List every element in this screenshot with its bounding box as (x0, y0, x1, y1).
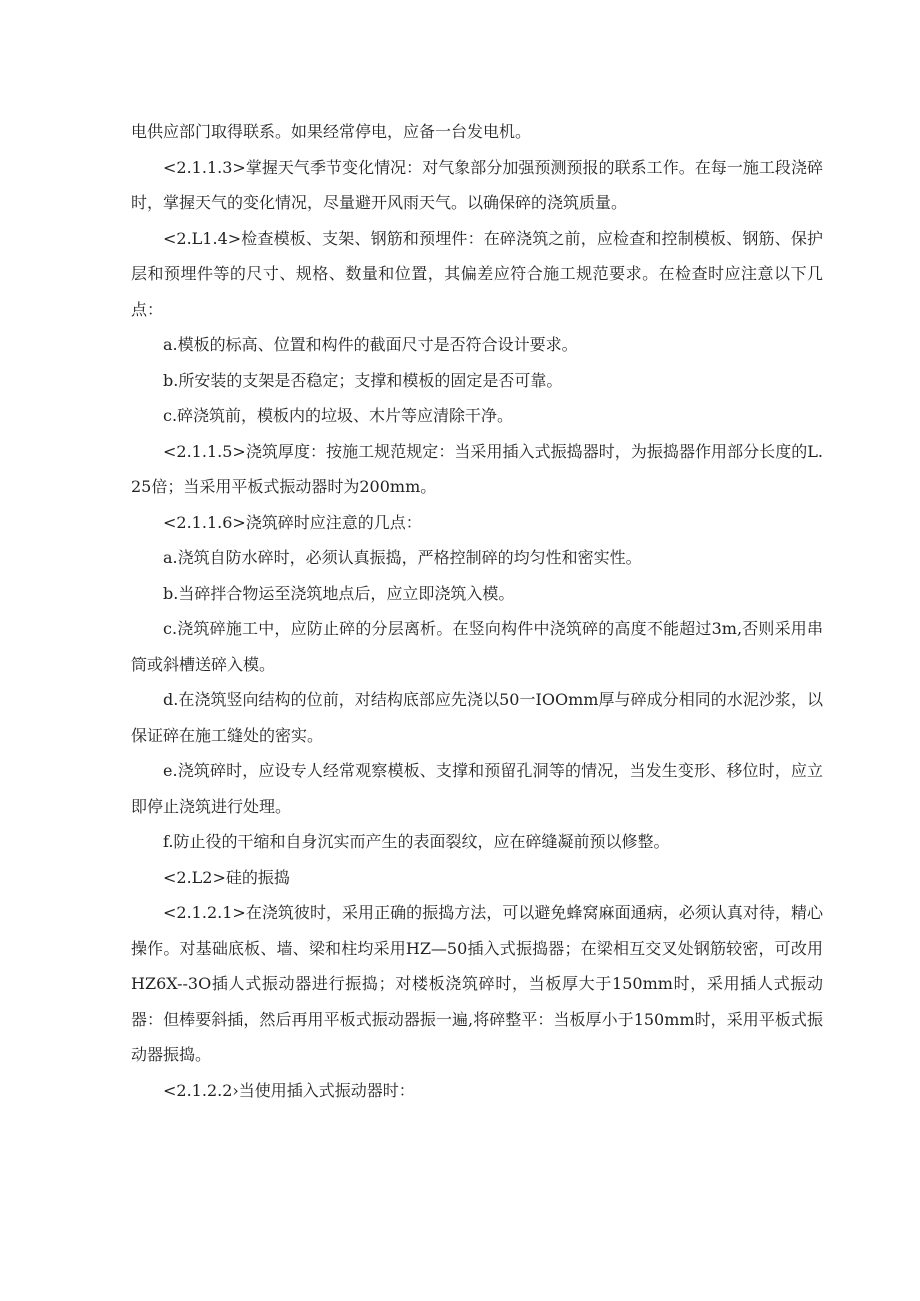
list-item-a-formwork: a.模板的标高、位置和构件的截面尺寸是否符合设计要求。 (163, 335, 578, 354)
list-item-c-cleaning: c.碎浇筑前，模板内的垃圾、木片等应清除干净。 (163, 406, 514, 425)
document-body (131, 114, 823, 1108)
paragraph-2-1-1-3: <2.1.1.3>掌握天气季节变化情况：对气象部分加强预测预报的联系工作。在每一施工段浇碎时，掌握天气的变化情况，尽量避开风雨天气。以确保碎的浇筑质量。 (131, 157, 823, 212)
paragraph-2-1-2-2: <2.1.2.2›当使用插入式振动器时： (163, 1080, 415, 1100)
list-item-b-pouring: b.当碎拌合物运至浇筑地点后，应立即浇筑入模。 (163, 583, 515, 603)
paragraph-2-1-1-6: <2.1.1.6>浇筑碎时应注意的几点： (163, 512, 422, 532)
list-item-e-observation: e.浇筑碎时，应设专人经常观察模板、支撑和预留孔洞等的情况，当发生变形、移位时，应立即停止浇筑进行处理。 (131, 761, 823, 816)
paragraph-2-1-1-4: <2.L1.4>检查模板、支架、钢筋和预埋件：在碎浇筑之前，应检查和控制模板、钢筋、保护层和预埋件等的尺寸、规格、数量和位置，其偏差应符合施工规范要求。在检查时应注意以下几点： (131, 228, 823, 319)
list-item-b-supports: b.所安装的支架是否稳定；支撑和模板的固定是否可靠。 (163, 370, 563, 390)
paragraph-power-supply: 电供应部门取得联系。如果经常停电，应备一台发电机。 (131, 122, 532, 141)
list-item-d-mortar: d.在浇筑竖向结构的位前，对结构底部应先浇以50一IOOmm厚与碎成分相同的水泥沙浆，以保证碎在施工缝处的密实。 (131, 690, 823, 745)
paragraph-2-1-2-1: <2.1.2.1>在浇筑彼时，采用正确的振捣方法，可以避免蜂窝麻面通病，必须认真对待，精心操作。对基础底板、墙、梁和柱均采用HZ—50插入式振捣器；在梁相互交叉处钢筋较密，可改用HZ6X--3O插人式振动器进行振捣；对楼板浇筑碎时，当板厚大于150mm时，采用插人式振动器：但棒要斜插，然后再用平板式振动器振一遍,将碎整平：当板厚小于150mm时，采用平板式振动器振捣。 (131, 903, 823, 1064)
list-item-c-segregation: c.浇筑碎施工中，应防止碎的分层离析。在竖向构件中浇筑碎的高度不能超过3m,否则采用串筒或斜槽送碎入模。 (131, 619, 823, 674)
list-item-a-waterproof: a.浇筑自防水碎时，必须认真振捣，严格控制碎的均匀性和密实性。 (163, 548, 642, 567)
paragraph-2-1-1-5: <2.1.1.5>浇筑厚度：按施工规范规定：当采用插入式振捣器时，为振捣器作用部分长度的L.25倍；当采用平板式振动器时为200mm。 (131, 441, 823, 496)
list-item-f-cracks: f.防止役的干缩和自身沉实而产生的表面裂纹，应在碎缝凝前预以修整。 (163, 832, 670, 851)
section-heading-2-1-2: <2.L2>硅的振捣 (163, 867, 290, 887)
